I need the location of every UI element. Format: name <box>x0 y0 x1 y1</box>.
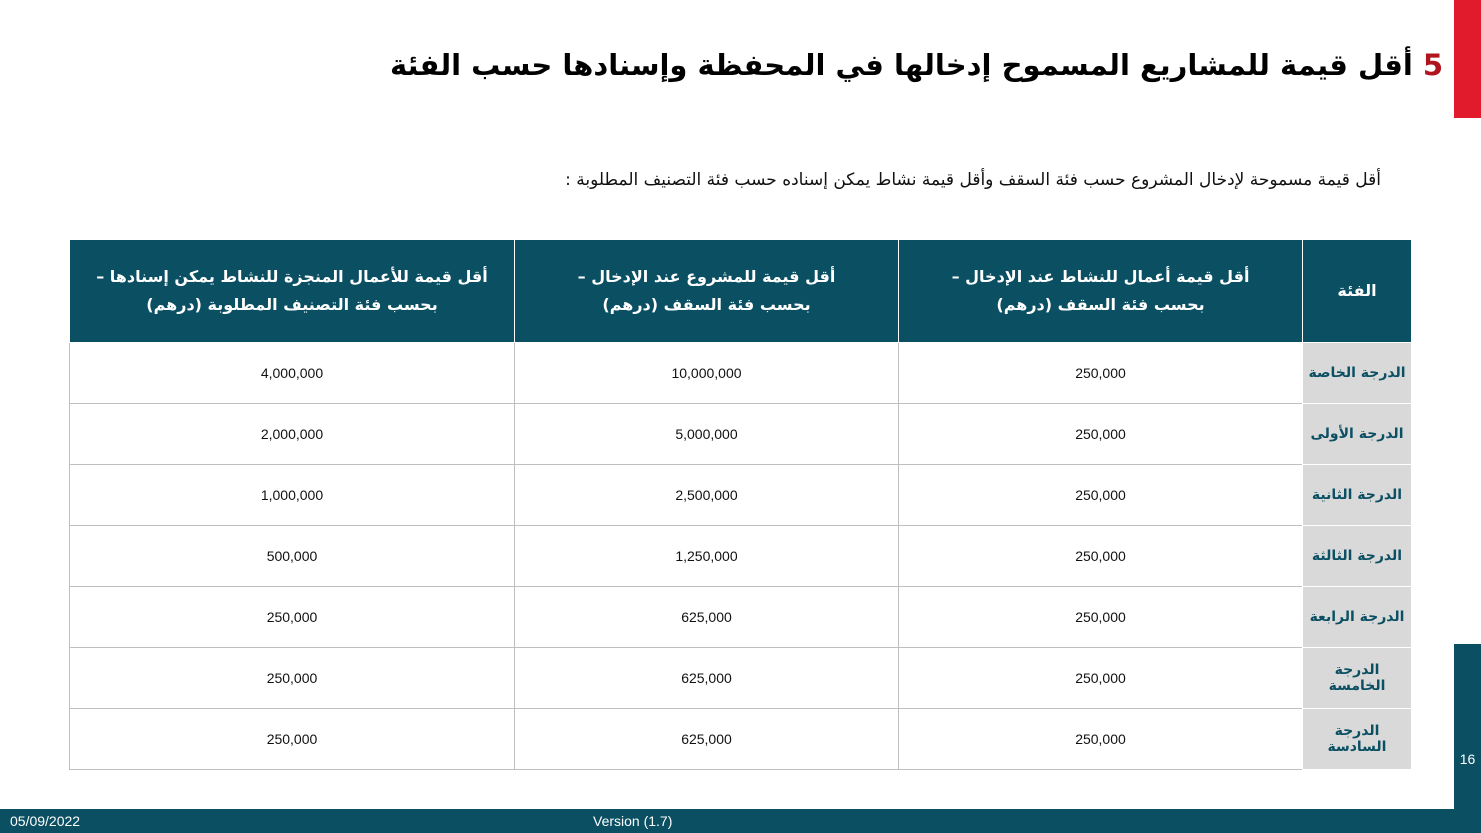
row-activity-value: 250,000 <box>899 465 1303 526</box>
row-category: الدرجة السادسة <box>1303 709 1412 770</box>
row-category: الدرجة الرابعة <box>1303 587 1412 648</box>
accent-red-bar <box>1454 0 1481 118</box>
table-row <box>70 587 1412 648</box>
row-activity-value: 250,000 <box>899 526 1303 587</box>
row-completed-value: 250,000 <box>70 587 515 648</box>
row-completed-value: 250,000 <box>70 648 515 709</box>
slide-subtitle: أقل قيمة مسموحة لإدخال المشروع حسب فئة السقف وأقل قيمة نشاط يمكن إسناده حسب فئة التصنيف المطلوبة : <box>565 170 1381 190</box>
table-row <box>70 648 1412 709</box>
header-completed-min <box>70 240 515 343</box>
header-project-min <box>515 240 899 343</box>
row-activity-value: 250,000 <box>899 709 1303 770</box>
row-project-value: 1,250,000 <box>515 526 899 587</box>
table-row <box>70 709 1412 770</box>
row-project-value: 10,000,000 <box>515 343 899 404</box>
row-completed-value: 2,000,000 <box>70 404 515 465</box>
values-table <box>69 239 1412 770</box>
row-category: الدرجة الثانية <box>1303 465 1412 526</box>
header-activity-line1: أقل قيمة أعمال للنشاط عند الإدخال – <box>951 267 1250 286</box>
row-project-value: 625,000 <box>515 587 899 648</box>
table-row <box>70 343 1412 404</box>
row-activity-value: 250,000 <box>899 343 1303 404</box>
row-project-value: 625,000 <box>515 709 899 770</box>
row-project-value: 625,000 <box>515 648 899 709</box>
footer-date: 05/09/2022 <box>10 813 81 829</box>
page-number: 16 <box>1459 751 1476 767</box>
footer-version: Version (1.7) <box>593 813 673 829</box>
row-category: الدرجة الخامسة <box>1303 648 1412 709</box>
header-category: الفئة <box>1303 240 1412 343</box>
side-teal-bar <box>1454 644 1481 810</box>
footer-bar <box>0 809 1481 833</box>
slide-title <box>389 40 1443 90</box>
header-project-line1: أقل قيمة للمشروع عند الإدخال – <box>577 267 836 286</box>
header-completed-line1: أقل قيمة للأعمال المنجزة للنشاط يمكن إسنادها – <box>96 267 488 286</box>
header-completed-line2: بحسب فئة التصنيف المطلوبة (درهم) <box>146 295 438 314</box>
row-completed-value: 500,000 <box>70 526 515 587</box>
row-activity-value: 250,000 <box>899 587 1303 648</box>
table-row <box>70 404 1412 465</box>
header-activity-min <box>899 240 1303 343</box>
row-completed-value: 1,000,000 <box>70 465 515 526</box>
row-completed-value: 4,000,000 <box>70 343 515 404</box>
row-project-value: 2,500,000 <box>515 465 899 526</box>
row-category: الدرجة الأولى <box>1303 404 1412 465</box>
row-completed-value: 250,000 <box>70 709 515 770</box>
slide-title-text: أقل قيمة للمشاريع المسموح إدخالها في المحفظة وإسنادها حسب الفئة <box>389 48 1413 82</box>
row-category: الدرجة الخاصة <box>1303 343 1412 404</box>
table-row <box>70 526 1412 587</box>
row-project-value: 5,000,000 <box>515 404 899 465</box>
header-activity-line2: بحسب فئة السقف (درهم) <box>996 295 1205 314</box>
row-activity-value: 250,000 <box>899 648 1303 709</box>
table-header-row <box>70 240 1412 343</box>
row-category: الدرجة الثالثة <box>1303 526 1412 587</box>
slide-number: 5 <box>1422 48 1443 82</box>
table-row <box>70 465 1412 526</box>
header-project-line2: بحسب فئة السقف (درهم) <box>602 295 811 314</box>
row-activity-value: 250,000 <box>899 404 1303 465</box>
